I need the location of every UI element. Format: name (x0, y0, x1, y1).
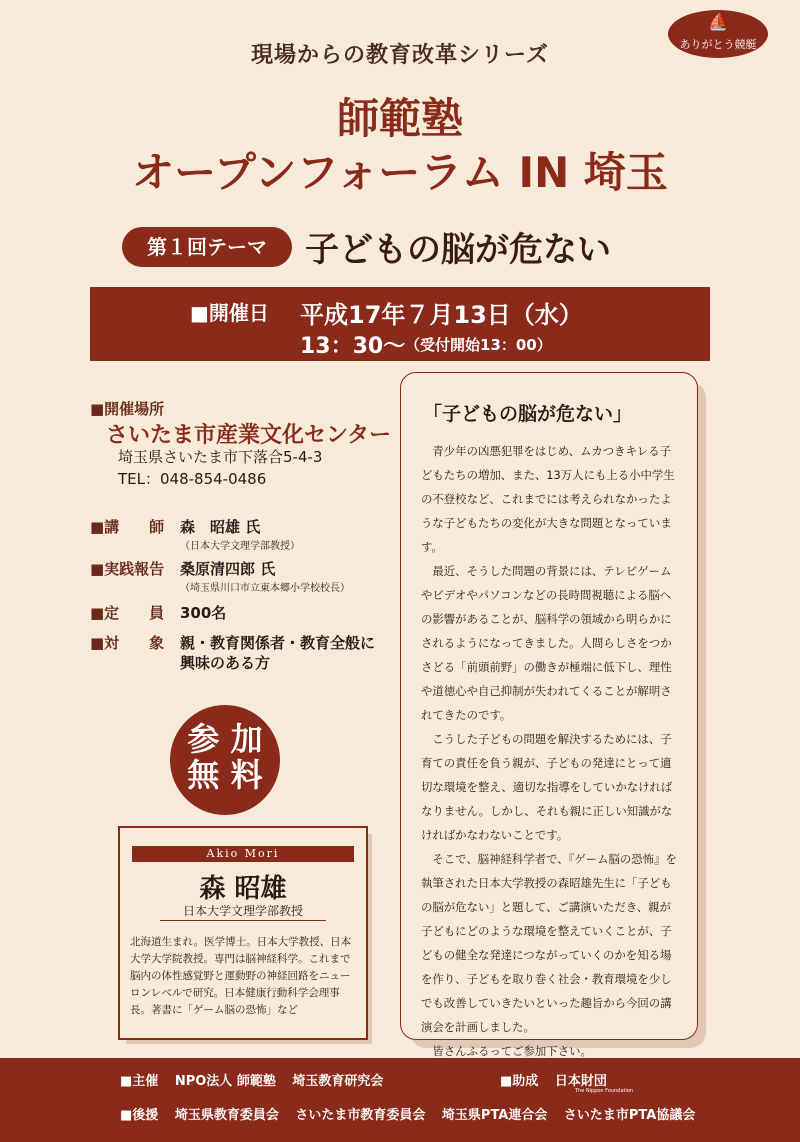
essay-paragraph: そこで、脳神経科学者で、『ゲーム脳の恐怖』を執筆された日本大学教授の森昭雄先生に「子どもの脳が危ない」と題して、ご講演いただき、親が子どもにどのような環境を整えていくことが、子どもの健全な発達につながっていくのかを知る場を作り、子どもを取り巻く社会・教育環境を少しでも改善していきたいといった趣旨から今回の講演会を計画しました。 (421, 852, 677, 1034)
report-name: 桑原清四郎 氏 (180, 560, 276, 578)
profile-romaji: Akio Mori (132, 846, 354, 862)
essay-title: 「子どもの脳が危ない」 (423, 403, 633, 425)
date-value: 平成17年７月13日（水） (300, 301, 583, 329)
venue-address: 埼玉県さいたま市下落合5-4-3 (118, 448, 323, 466)
profile-divider (160, 920, 326, 921)
lecturer-affiliation: （日本大学文理学部教授） (180, 541, 300, 552)
target-value-1: 親・教育関係者・教育全般に (180, 634, 376, 652)
profile-affiliation: 日本大学文理学部教授 (182, 904, 303, 918)
capacity-label: ■定 員 (90, 604, 165, 622)
essay-paragraph: 皆さんふるってご参加下さい。 (432, 1044, 592, 1058)
report-affiliation: （埼玉県川口市立東本郷小学校校長） (180, 583, 350, 594)
footer-band (0, 1058, 800, 1142)
support-label: ■後援 (120, 1108, 159, 1123)
free-badge-line2: 無 料 (187, 756, 263, 794)
lecturer-name: 森 昭雄 氏 (180, 518, 261, 536)
profile-box (118, 826, 368, 1040)
main-title-line1: 師範塾 (336, 94, 463, 143)
report-row (90, 558, 275, 579)
organizer-label: ■主催 (120, 1074, 159, 1089)
organizer-1: NPO法人 師範塾 (174, 1074, 276, 1089)
venue-name: さいたま市産業文化センター (106, 423, 392, 448)
free-admission-badge (170, 705, 280, 815)
lecturer-row (90, 516, 260, 537)
sponsor-logo (668, 10, 768, 58)
main-title-line2: オープンフォーラム IN 埼玉 (132, 148, 668, 197)
capacity-value: 300名 (180, 604, 227, 622)
target-label: ■対 象 (90, 634, 165, 652)
profile-bio: 北海道生まれ。医学博士。日本大学教授、日本大学大学院教授。専門は脳神経科学。これまで脳内の体性感覚野と運動野の神経回路をニューロンレベルで研究。日本健康行動科学会理事長。著書に「ゲーム脳の恐怖」など (130, 936, 352, 1016)
free-badge-line1: 参 加 (187, 720, 263, 758)
theme-badge: 第１回テーマ (122, 227, 292, 267)
essay-box (400, 372, 698, 1058)
boat-racer-icon: ⛵ (708, 12, 728, 31)
venue-tel: TEL：048-854-0486 (118, 470, 267, 488)
supporter: さいたま市教育委員会 (295, 1108, 426, 1123)
essay-paragraph: こうした子どもの問題を解決するためには、子育ての責任を負う親が、子どもの発達にとって適切な環境を整え、適切な指導をしていかなければなりません。しかし、それも親に正しい知識がなければかなわないことです。 (421, 732, 673, 842)
theme-title: 子どもの脳が危ない (305, 230, 611, 270)
essay-paragraph: 青少年の凶悪犯罪をはじめ、ムカつきキレる子どもたちの増加、また、13万人にも上る小中学生の不登校など、これまでには考えられなかったような子どもたちの変化が大きな問題となっています。 (421, 444, 675, 554)
grant-line (500, 1070, 619, 1089)
supporter: 埼玉県PTA連合会 (441, 1108, 548, 1123)
essay-paragraph: 最近、そうした問題の背景には、テレビゲームやビデオやパソコンなどの長時間視聴による脳への影響があることが、脳科学の領域から明らかにされるようになってきました。人間らしさをつかさどる「前頭前野」の働きが極端に低下し、理性や道徳心や自己抑制が失われてくることが解明されてきたのです。 (421, 564, 672, 722)
organizer-line (120, 1070, 395, 1089)
date-band (90, 287, 710, 361)
logo-text: ありがとう競艇 (679, 38, 757, 51)
grant-name: 日本財団 (554, 1074, 607, 1089)
start-time: 13：30〜 (300, 334, 406, 359)
organizer-2: 埼玉教育研究会 (292, 1074, 384, 1089)
support-line (120, 1104, 707, 1123)
target-value-2: 興味のある方 (180, 654, 271, 672)
essay-body (421, 439, 681, 1063)
grant-subtitle: The Nippon Foundation (575, 1088, 634, 1094)
supporter: 埼玉県教育委員会 (174, 1108, 279, 1123)
series-title: 現場からの教育改革シリーズ (251, 43, 549, 68)
profile-name: 森 昭雄 (199, 874, 287, 904)
grant-label: ■助成 (500, 1074, 539, 1089)
target-row (90, 632, 375, 653)
date-label: ■開催日 (190, 301, 269, 325)
venue-label: ■開催場所 (90, 400, 165, 418)
reception-note: （受付開始13：00） (405, 336, 552, 354)
report-label: ■実践報告 (90, 560, 165, 578)
lecturer-label: ■講 師 (90, 518, 165, 536)
capacity-row (90, 602, 226, 623)
supporter: さいたま市PTA協議会 (563, 1108, 696, 1123)
